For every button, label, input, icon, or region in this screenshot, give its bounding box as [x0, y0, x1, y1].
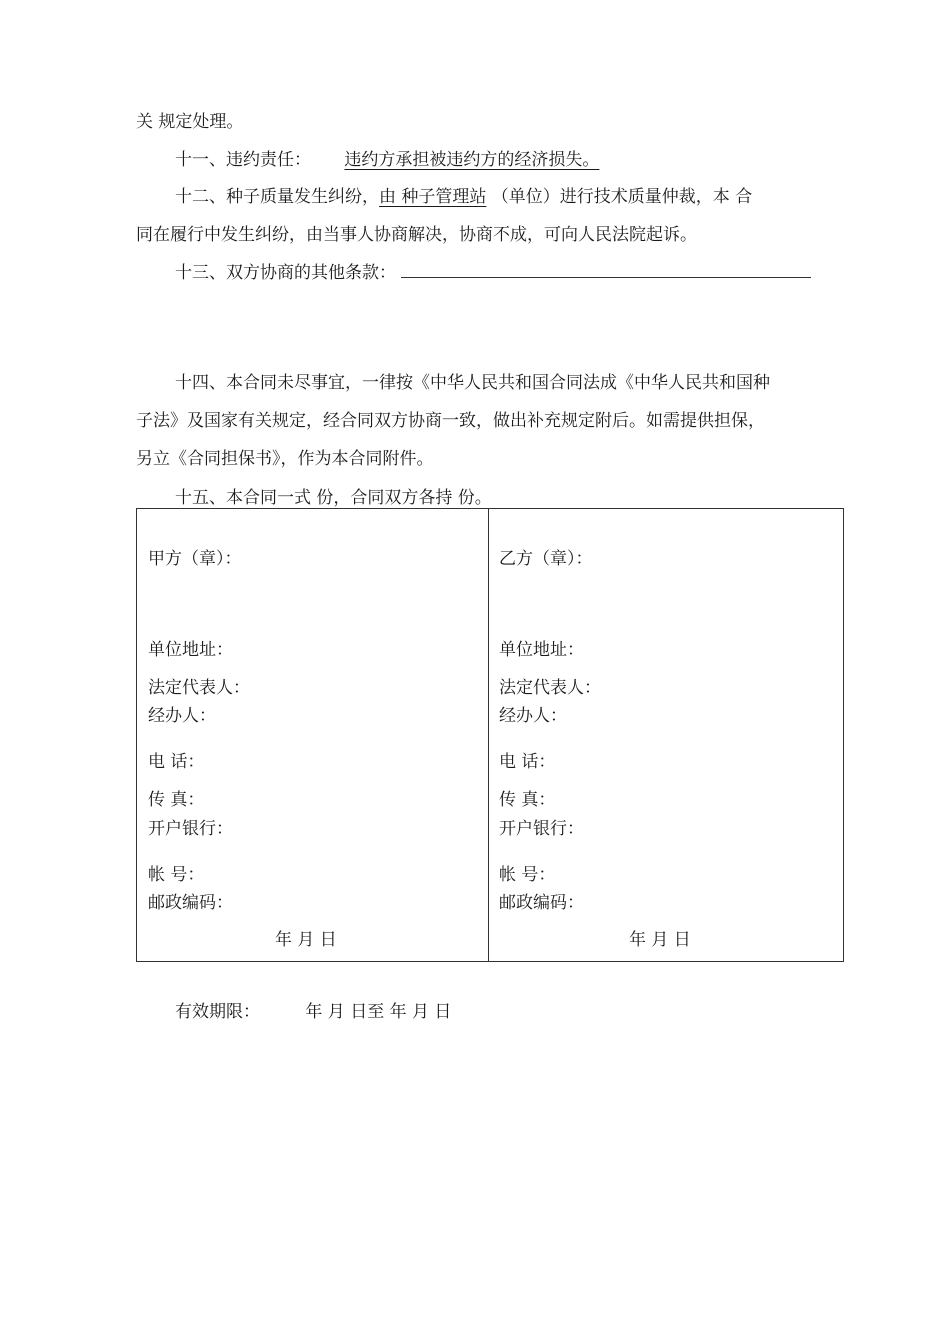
party-b-legal-rep: 法定代表人： — [499, 678, 601, 698]
validity-value: 年 月 日至 年 月 日 — [305, 1002, 452, 1022]
paragraph-continuation: 关 规定处理。 — [136, 112, 244, 132]
party-a-agent: 经办人： — [148, 706, 216, 726]
party-b-title: 乙方（章）： — [499, 549, 593, 569]
signature-table — [136, 508, 844, 962]
party-b-address: 单位地址： — [499, 640, 584, 660]
clause-13-blank — [401, 263, 811, 278]
party-b-bank: 开户银行： — [499, 819, 584, 839]
party-a-fax: 传 真： — [148, 790, 205, 810]
party-a-legal-rep: 法定代表人： — [148, 678, 250, 698]
clause-13 — [175, 263, 811, 283]
clause-14-line-2: 子法》及国家有关规定，经合同双方协商一致，做出补充规定附后。如需提供担保， — [136, 411, 765, 431]
clause-11-label: 十一、违约责任： — [175, 150, 311, 170]
clause-11 — [175, 150, 599, 170]
party-a-phone: 电 话： — [148, 752, 205, 772]
party-a-address: 单位地址： — [148, 640, 233, 660]
party-a-account: 帐 号： — [148, 865, 205, 885]
clause-11-value: 违约方承担被违约方的经济损失。 — [344, 150, 600, 170]
clause-12-line-2: 同在履行中发生纠纷，由当事人协商解决，协商不成，可向人民法院起诉。 — [136, 225, 697, 245]
clause-15: 十五、本合同一式 份，合同双方各持 份。 — [175, 488, 492, 508]
party-b-date: 年 月 日 — [629, 930, 691, 950]
validity-label: 有效期限： — [175, 1002, 260, 1022]
party-b-account: 帐 号： — [499, 865, 556, 885]
clause-14-line-1: 十四、本合同未尽事宜，一律按《中华人民共和国合同法成《中华人民共和国种 — [175, 373, 770, 393]
table-divider — [488, 509, 489, 961]
party-b-phone: 电 话： — [499, 752, 556, 772]
arbitration-unit: 由 种子管理站 — [379, 187, 487, 207]
party-a-postcode: 邮政编码： — [148, 893, 233, 913]
party-a-date: 年 月 日 — [275, 930, 337, 950]
party-a-bank: 开户银行： — [148, 819, 233, 839]
clause-12-suffix: （单位）进行技术质量仲裁，本 合 — [486, 187, 753, 207]
party-b-fax: 传 真： — [499, 790, 556, 810]
party-b-postcode: 邮政编码： — [499, 893, 584, 913]
clause-13-label: 十三、双方协商的其他条款： — [175, 263, 396, 283]
validity-period — [175, 1002, 451, 1022]
clause-12-line-1 — [175, 187, 752, 207]
party-a-title: 甲方（章）： — [148, 549, 242, 569]
clause-14-line-3: 另立《合同担保书》，作为本合同附件。 — [136, 449, 434, 469]
clause-12-prefix: 十二、种子质量发生纠纷， — [175, 187, 379, 207]
party-b-agent: 经办人： — [499, 706, 567, 726]
